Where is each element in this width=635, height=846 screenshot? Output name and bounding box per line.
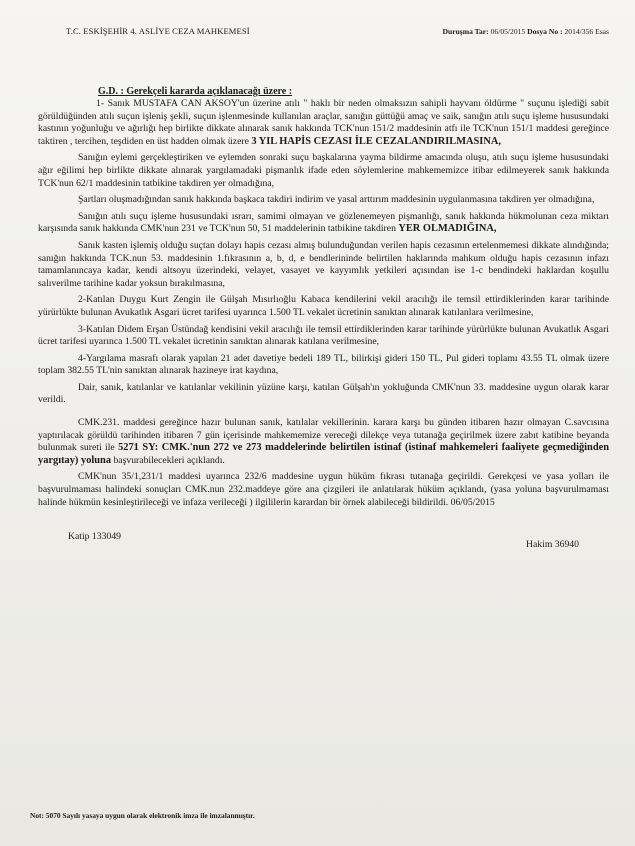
paragraph-9: Dair, sanık, katılanlar ve katılanlar vekilinin yüzüne karşı, katılan Gülşah'ın yokluğunda CMK'nun 33. maddesine uygun olarak karar verildi. <box>38 381 609 406</box>
paragraph-7: 3-Katılan Didem Erşan Üstündağ kendisini vekil aracılığı ile temsil ettirdiklerinden karar tarihinde yürürlükte bulunan Avukatlık Asgari ücret tarifesi uyarınca 1.500 TL vekalet ücretinin sanıktan alınarak katılana verilmesine, <box>38 323 609 348</box>
hearing-meta <box>443 27 610 36</box>
section-title: G.D. : Gerekçeli kararda açıklanacağı üzere : <box>98 86 293 97</box>
hearing-date-label: Duruşma Tar: <box>442 27 489 36</box>
paragraph-3: Şartları oluşmadığından sanık hakkında başkaca takdiri indirim ve yasal arttırım maddesinin uygulanmasına takdiren yer olmadığına, <box>78 194 595 206</box>
footer-note: Not: 5070 Sayılı yasaya uygun olarak elektronik imza ile imzalanmıştır. <box>30 811 255 820</box>
clerk-signature: Katip 133049 <box>68 531 122 543</box>
paragraph-11: CMK'nun 35/1,231/1 maddesi uyarınca 232/6 maddesine uygun hüküm fıkrası tutanağa geçirildi. Gerekçesi ve yasa yolları ile başvurulmaması halindeki sonuçları CMK.nun 232.maddeye göre ana çizgileri ile anlatılarak hüküm açıklandı, (yasa yoluna başvurulmaması halinde hükmün kesinleştirileceği ve infaza verileceği ) ilgililerin karardan bir örnek alabileceği bildirildi. 06/05/2015 <box>38 471 609 508</box>
judge-signature: Hakim 36940 <box>525 539 579 551</box>
paragraph-1: 1- Sanık MUSTAFA CAN AKSOY'un üzerine atılı " haklı bir neden olmaksızın sahipli hayvanı öldürme " suçunu işlediği sabit görüldüğünden atılı suçun işleniş şekli, suçun işlenmesinde kullanılan araçlar, sanığın güttüğü amaç ve saik, sanığın atılı suçu işleme hususundaki kastının yoğunluğu ve ağırlığı hep birlikte dikkate alınarak sanık hakkında TCK'nun 151/2 maddesinin atfı ile TCK'nun 151/1 maddesi gereğince taktiren , tercihen, teşdiden en üst hadden olmak üzere 3 YIL HAPİS CEZASI İLE CEZALANDIRILMASINA, <box>38 98 609 147</box>
hearing-date-value: 06/05/2015 <box>490 27 526 36</box>
paragraph-4: Sanığın atılı suçu işleme hususundaki ısrarı, samimi olmayan ve gözlenemeyen pişmanlığı, sanık hakkında hükmolunan ceza miktarı karşısında sanık hakkında CMK'nun 231 ve TCK'nun 50, 51 maddelerinin tatbikine takdiren YER OLMADIĞINA, <box>38 210 609 235</box>
paragraph-6: 2-Katılan Duygu Kurt Zengin ile Gülşah Mısırlıoğlu Kabaca kendilerini vekil aracılığı ile temsil ettirdiklerinden karar tarihinde yürürlükte bulunan Avukatlık Asgari ücret tarifesi uyarınca 1.500 TL vekalet ücretinin sanıktan alınarak katılanlara verilmesine, <box>38 294 609 318</box>
signatures <box>68 531 579 550</box>
paragraph-2: Sanığın eylemi gerçekleştiriken ve eylemden sonraki suçu başkalarına yayma bildirme amacında oluşu, atılı suçu işleme hususundaki ağır eğilimi hep birlikte dikkate alınarak yargılamadaki pişmanlık ifade eden söylemlerine mahkememizce itibar edilmeyerek sanık hakkında TCK'nun 62/1 maddesinin tatbikine takdiren yer olmadığına, <box>38 152 609 189</box>
document-header <box>66 26 609 36</box>
decision-body <box>38 98 609 509</box>
paragraph-5: Sanık kasten işlemiş olduğu suçtan dolayı hapis cezası almış bulunduğundan verilen hapis cezasının ertelenmemesi dikkate alındığında; sanığın hakkında TCK.nun 53. maddesinin 1.fıkrasının a, b, d, e bendlerininde belirtilen haklarında mahkum olduğu hapis cezasının infazı tamamlanıncaya kadar, kendi altsoyu üzerindeki, velayet, vasayet ve kayyımlık yetkileri açısından ise 1-c bendindeki haklardan koşullu salıverilme tarihine kadar yoksun bırakılmasına, <box>38 239 609 289</box>
file-number-value: 2014/356 Esas <box>564 27 609 36</box>
paragraph-8: 4-Yargılama masrafı olarak yapılan 21 adet davetiye bedeli 189 TL, bilirkişi gideri 150 TL, Pul gideri toplamı 43.55 TL olmak üzere toplam 382.55 TL'nin sanıktan alınarak hazineye irat kaydına, <box>38 352 609 377</box>
file-number-label: Dosya No : <box>527 27 563 36</box>
court-name: T.C. ESKİŞEHİR 4. ASLİYE CEZA MAHKEMESİ <box>66 26 250 36</box>
paragraph-10: CMK.231. maddesi gereğince hazır bulunan sanık, katılalar vekillerinin. karara karşı bu günden itibaren hazır olmayan C.savcısına yaptırılacak görüldü tarihinden itibaren 7 gün içerisinde mahkememize vereceği dilekçe veya tutanağa geçirilmek üzere zabıt katibine beyanda bulunmak sureti ile 5271 SY: CMK.'nun 272 ve 273 maddelerinde belirtilen istinaf (istinaf mahkemeleri faaliyete geçmediğinden yargıtay) yoluna başvurabilecekleri açıklandı. <box>38 417 610 466</box>
